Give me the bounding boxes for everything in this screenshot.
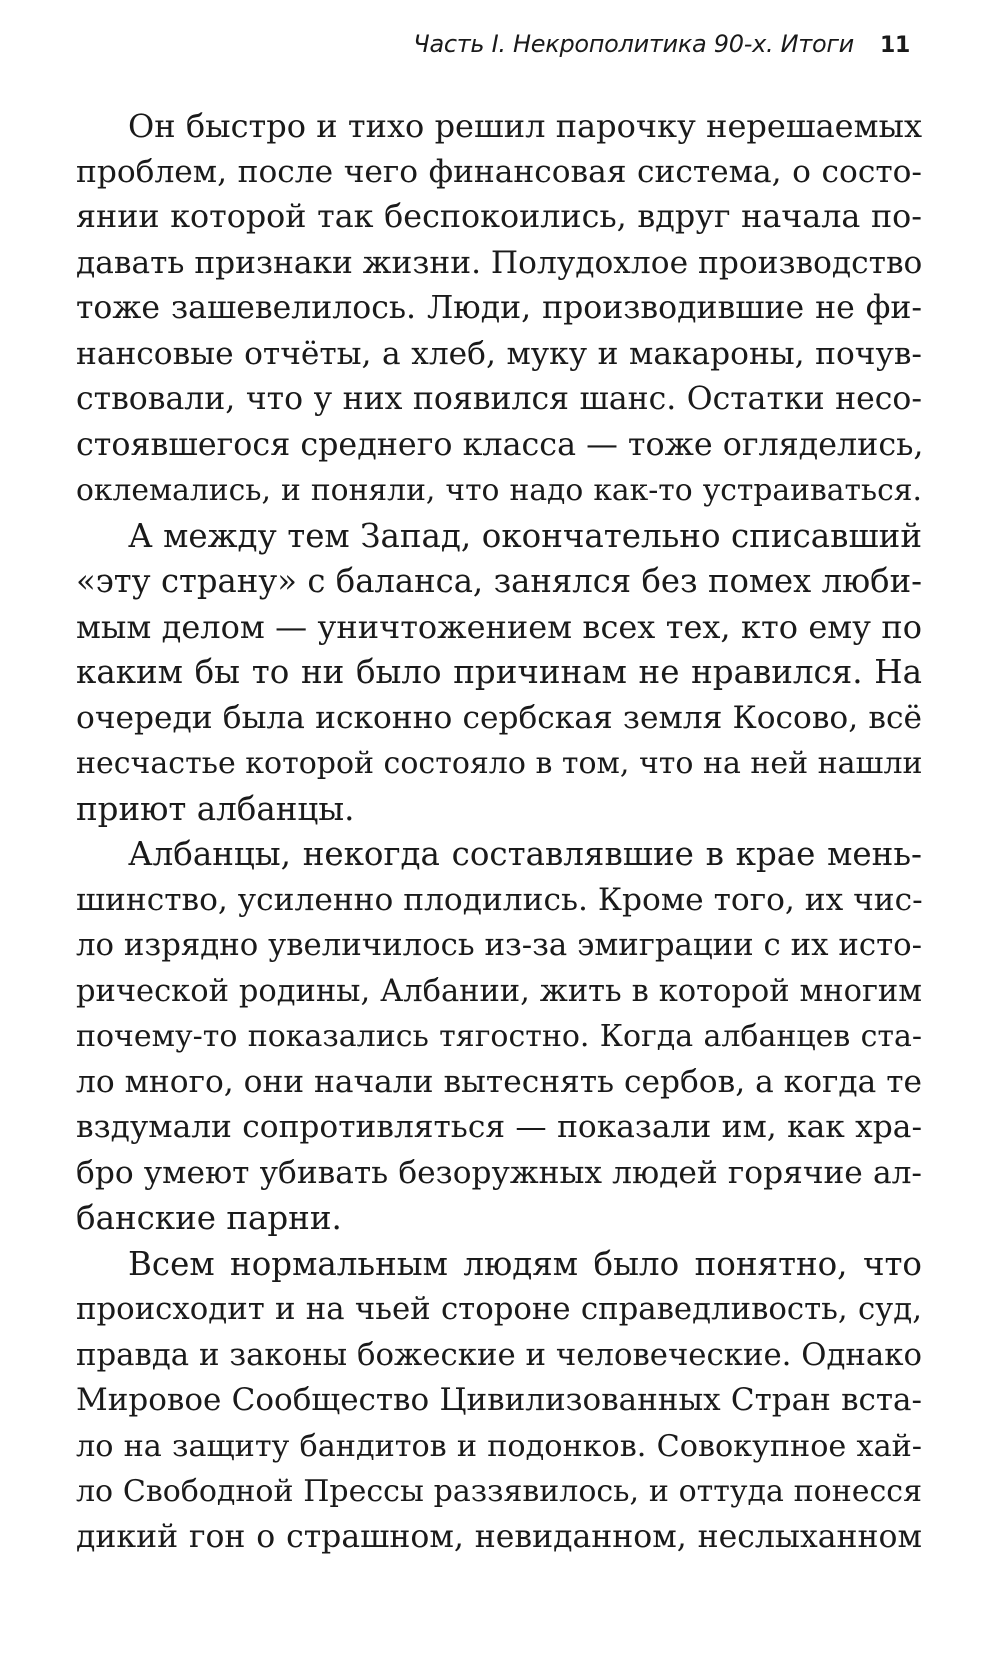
text-line: тоже зашевелилось. Люди, производившие не фи- xyxy=(76,290,922,326)
text-line: оклемались, и поняли, что надо как-то устраиваться. xyxy=(76,473,922,508)
paragraph xyxy=(76,514,922,833)
text-line: каким бы то ни было причинам не нравился. На xyxy=(76,653,922,691)
text-line: стоявшегося среднего класса — тоже огляделись, xyxy=(76,426,924,463)
text-line: мым делом — уничтожением всех тех, кто ему по xyxy=(76,607,922,646)
text-line: ствовали, что у них появился шанс. Остатки несо- xyxy=(76,381,922,417)
text-line: ло Свободной Прессы раззявилось, и оттуда понесся xyxy=(76,1474,922,1509)
text-line: нансовые отчёты, а хлеб, муку и макароны, почув- xyxy=(76,335,922,372)
text-line: Албанцы, некогда составлявшие в крае мень- xyxy=(128,835,922,873)
text-line: Всем нормальным людям было понятно, что xyxy=(128,1244,922,1283)
text-line: бро умеют убивать безоружных людей горячие ал- xyxy=(76,1154,922,1191)
body-text xyxy=(76,104,922,1560)
text-line: очереди была исконно сербская земля Косово, всё xyxy=(76,699,922,736)
text-line: янии которой так беспокоились, вдруг начала по- xyxy=(76,199,922,235)
text-line: вздумали сопротивляться — показали им, как хра- xyxy=(76,1109,922,1145)
paragraph xyxy=(76,832,922,1242)
running-title: Часть I. Некрополитика 90-х. Итоги xyxy=(413,30,854,58)
text-line: ло много, они начали вытеснять сербов, а когда те xyxy=(76,1063,922,1100)
text-line: несчастье которой состояло в том, что на ней нашли xyxy=(76,746,923,781)
text-line: правда и законы божеские и человеческие. Однако xyxy=(76,1336,922,1373)
running-head xyxy=(413,30,910,58)
paragraph xyxy=(76,1242,922,1561)
text-line: давать признаки жизни. Полудохлое производство xyxy=(76,244,923,281)
text-line: «эту страну» с баланса, занялся без помех люби- xyxy=(76,562,922,600)
text-line: приют албанцы. xyxy=(76,789,355,828)
text-line: происходит и на чьей стороне справедливость, суд, xyxy=(76,1291,922,1327)
text-line: А между тем Запад, окончательно списавший xyxy=(128,516,922,555)
text-line: ло изрядно увеличилось из-за эмиграции с их исто- xyxy=(76,927,922,963)
text-line: рической родины, Албании, жить в которой многим xyxy=(76,973,922,1009)
page-number: 11 xyxy=(879,33,910,58)
text-line: Мировое Сообщество Цивилизованных Стран вста- xyxy=(76,1382,922,1418)
text-line: почему-то показались тягостно. Когда албанцев ста- xyxy=(76,1019,922,1054)
text-line: шинство, усиленно плодились. Кроме того, их чис- xyxy=(76,881,923,918)
paragraph xyxy=(76,104,922,514)
text-line: банские парни. xyxy=(76,1199,342,1237)
text-line: ло на защиту бандитов и подонков. Совокупное хай- xyxy=(76,1428,922,1464)
text-line: дикий гон о страшном, невиданном, неслыханном xyxy=(76,1518,922,1555)
text-line: проблем, после чего финансовая система, о состо- xyxy=(76,153,922,190)
text-line: Он быстро и тихо решил парочку нерешаемых xyxy=(128,107,922,145)
